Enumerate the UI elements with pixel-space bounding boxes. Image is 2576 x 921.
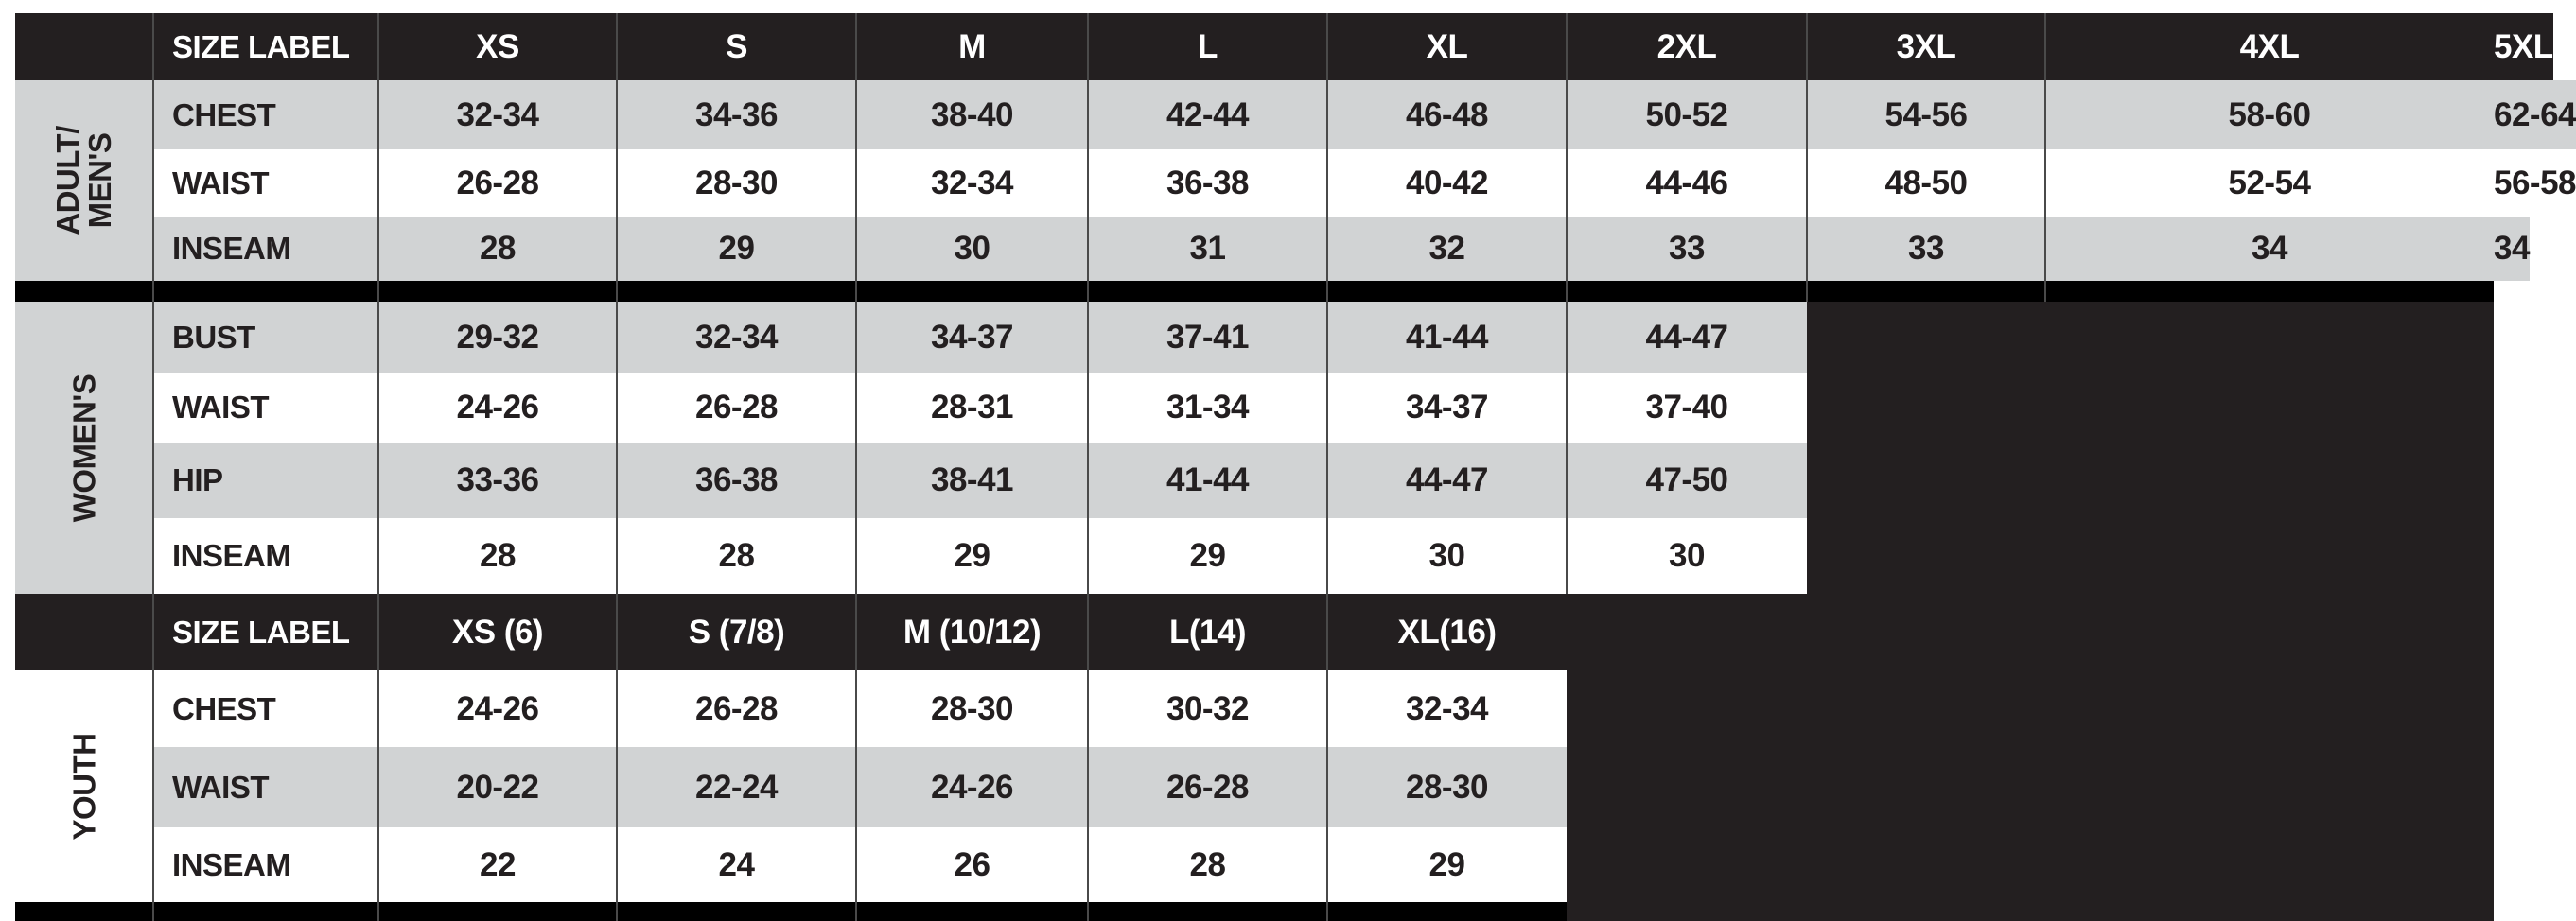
- youth-size-header: L(14): [1088, 594, 1327, 670]
- adult-size-header: 4XL: [2045, 13, 2494, 80]
- youth-section-label: [15, 670, 153, 902]
- womens-cell: 34-37: [1327, 373, 1567, 443]
- adult-cell: 42-44: [1088, 80, 1327, 149]
- womens-cell: 24-26: [378, 373, 617, 443]
- adult-cell: 50-52: [1567, 80, 1807, 149]
- womens-cell: 28-31: [856, 373, 1088, 443]
- column-divider: [1566, 302, 1568, 594]
- adult-cell: 36-38: [1088, 149, 1327, 217]
- adult-cell: 33: [1567, 217, 1807, 281]
- womens-cell: 44-47: [1327, 443, 1567, 518]
- adult-cell: 38-40: [856, 80, 1088, 149]
- youth-bottom-bar: [15, 902, 1567, 921]
- youth-cell: 24-26: [856, 747, 1088, 827]
- womens-cell: 29: [856, 518, 1088, 594]
- youth-cell: 28-30: [1327, 747, 1567, 827]
- adult-size-header: S: [617, 13, 856, 80]
- womens-cell: 30: [1327, 518, 1567, 594]
- womens-cell: 38-41: [856, 443, 1088, 518]
- adult-cell: 34-36: [617, 80, 856, 149]
- adult-cell: 52-54: [2045, 149, 2494, 217]
- adult-row-label: WAIST: [153, 149, 378, 217]
- womens-row-label: INSEAM: [153, 518, 378, 594]
- column-divider: [377, 594, 379, 921]
- adult-size-header: XL: [1327, 13, 1567, 80]
- adult-size-header: 3XL: [1807, 13, 2045, 80]
- column-divider: [616, 594, 618, 921]
- column-divider: [2044, 13, 2046, 302]
- adult-cell: 46-48: [1327, 80, 1567, 149]
- youth-size-label-header: SIZE LABEL: [153, 594, 378, 670]
- youth-size-header: S (7/8): [617, 594, 856, 670]
- adult-cell: 34: [2045, 217, 2494, 281]
- youth-cell: 26: [856, 827, 1088, 902]
- column-divider: [1326, 594, 1328, 921]
- adult-cell: 31: [1088, 217, 1327, 281]
- youth-cell: 26-28: [617, 670, 856, 747]
- womens-cell: 30: [1567, 518, 1807, 594]
- womens-section-label: [15, 302, 153, 594]
- youth-cell: 26-28: [1088, 747, 1327, 827]
- adult-row-label: CHEST: [153, 80, 378, 149]
- womens-cell: 28: [378, 518, 617, 594]
- womens-section-label-text: WOMEN'S: [66, 374, 102, 522]
- column-divider: [377, 302, 379, 594]
- youth-row-label: WAIST: [153, 747, 378, 827]
- womens-row-label: BUST: [153, 302, 378, 373]
- adult-size-label-header: SIZE LABEL: [153, 13, 378, 80]
- adult-cell: 32-34: [856, 149, 1088, 217]
- womens-row-label: WAIST: [153, 373, 378, 443]
- womens-cell: 47-50: [1567, 443, 1807, 518]
- adult-cell: 34: [2494, 217, 2530, 281]
- adult-cell: 62-64: [2494, 80, 2576, 149]
- youth-cell: 29: [1327, 827, 1567, 902]
- adult-cell: 32: [1327, 217, 1567, 281]
- column-divider: [377, 13, 379, 302]
- womens-cell: 26-28: [617, 373, 856, 443]
- column-divider: [1326, 13, 1328, 302]
- youth-cell: 22: [378, 827, 617, 902]
- adult-cell: 54-56: [1807, 80, 2045, 149]
- youth-row-label: CHEST: [153, 670, 378, 747]
- adult-cell: 29: [617, 217, 856, 281]
- youth-cell: 22-24: [617, 747, 856, 827]
- youth-cell: 24: [617, 827, 856, 902]
- womens-cell: 29-32: [378, 302, 617, 373]
- youth-cell: 30-32: [1088, 670, 1327, 747]
- column-divider: [1087, 302, 1089, 594]
- adult-size-header: L: [1088, 13, 1327, 80]
- column-divider: [855, 302, 857, 594]
- adult-size-header: 2XL: [1567, 13, 1807, 80]
- adult-size-header: 5XL: [2494, 13, 2553, 80]
- adult-section-label: [15, 80, 153, 281]
- adult-cell: 30: [856, 217, 1088, 281]
- youth-cell: 32-34: [1327, 670, 1567, 747]
- womens-cell: 37-40: [1567, 373, 1807, 443]
- adult-section-label-text: ADULT/ MEN'S: [50, 126, 117, 235]
- column-divider: [1326, 302, 1328, 594]
- column-divider: [855, 594, 857, 921]
- womens-cell: 41-44: [1088, 443, 1327, 518]
- womens-cell: 29: [1088, 518, 1327, 594]
- youth-row-label: INSEAM: [153, 827, 378, 902]
- womens-cell: 36-38: [617, 443, 856, 518]
- column-divider: [1806, 13, 1808, 302]
- womens-cell: 44-47: [1567, 302, 1807, 373]
- womens-cell: 33-36: [378, 443, 617, 518]
- column-divider: [616, 13, 618, 302]
- column-divider: [152, 13, 154, 921]
- adult-cell: 58-60: [2045, 80, 2494, 149]
- column-divider: [1087, 13, 1089, 302]
- youth-cell: 28: [1088, 827, 1327, 902]
- column-divider: [616, 302, 618, 594]
- womens-cell: 41-44: [1327, 302, 1567, 373]
- youth-cell: 24-26: [378, 670, 617, 747]
- youth-size-header: XL(16): [1327, 594, 1567, 670]
- adult-cell: 26-28: [378, 149, 617, 217]
- youth-section-label-text: YOUTH: [66, 733, 101, 840]
- youth-cell: 20-22: [378, 747, 617, 827]
- adult-cell: 28: [378, 217, 617, 281]
- column-divider: [1566, 13, 1568, 302]
- womens-cell: 34-37: [856, 302, 1088, 373]
- adult-cell: 33: [1807, 217, 2045, 281]
- womens-row-label: HIP: [153, 443, 378, 518]
- womens-cell: 31-34: [1088, 373, 1327, 443]
- adult-divider-bar: [15, 281, 2494, 302]
- adult-cell: 28-30: [617, 149, 856, 217]
- adult-cell: 40-42: [1327, 149, 1567, 217]
- column-divider: [855, 13, 857, 302]
- youth-size-header: M (10/12): [856, 594, 1088, 670]
- adult-cell: 44-46: [1567, 149, 1807, 217]
- adult-size-header: XS: [378, 13, 617, 80]
- adult-cell: 32-34: [378, 80, 617, 149]
- womens-cell: 37-41: [1088, 302, 1327, 373]
- youth-cell: 28-30: [856, 670, 1088, 747]
- womens-cell: 32-34: [617, 302, 856, 373]
- adult-size-header: M: [856, 13, 1088, 80]
- column-divider: [1087, 594, 1089, 921]
- adult-cell: 56-58: [2494, 149, 2576, 217]
- size-chart: [15, 13, 2576, 921]
- womens-cell: 28: [617, 518, 856, 594]
- adult-row-label: INSEAM: [153, 217, 378, 281]
- adult-cell: 48-50: [1807, 149, 2045, 217]
- youth-size-header: XS (6): [378, 594, 617, 670]
